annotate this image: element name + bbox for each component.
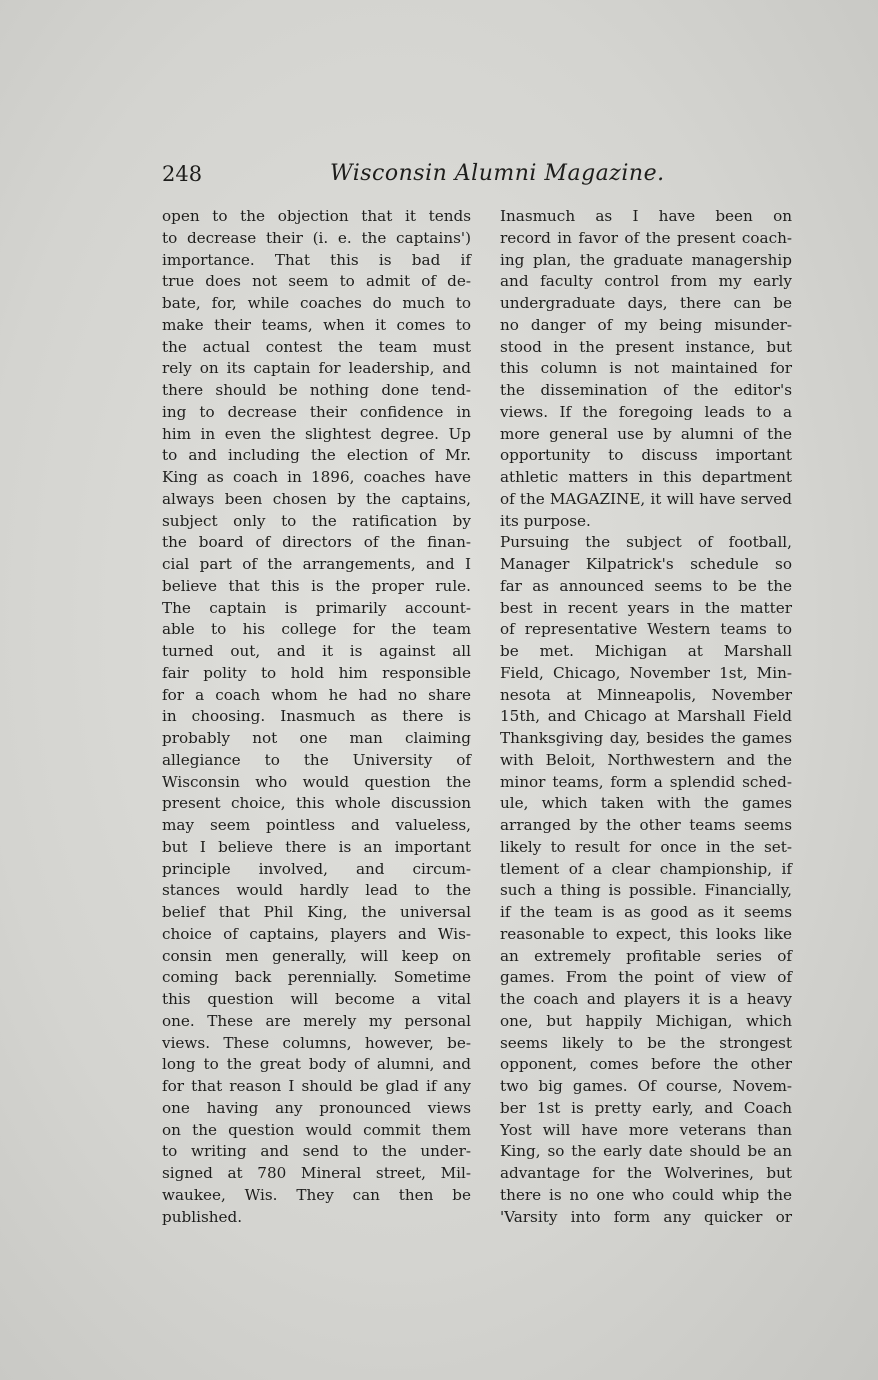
text-line: stood in the present instance, but (500, 337, 792, 356)
text-line: to and including the election of Mr. (162, 446, 471, 465)
text-line: likely to result for once in the set- (500, 837, 792, 856)
text-line: probably not one man claiming (162, 729, 471, 747)
text-line: its purpose. (500, 511, 591, 530)
text-line: there should be nothing done tend- (162, 381, 471, 399)
text-line: more general use by alumni of the (500, 424, 792, 443)
text-line: on the question would commit them (162, 1120, 471, 1139)
text-line: and faculty control from my early (500, 272, 792, 291)
right-paragraph-2 (484, 532, 792, 1228)
text-line: reasonable to expect, this looks like (500, 924, 792, 943)
text-line: signed at 780 Mineral street, Mil- (162, 1164, 471, 1182)
text-line: opportunity to discuss important (500, 446, 792, 465)
text-line: cial part of the arrangements, and I (162, 555, 471, 573)
text-line: the actual contest the team must (162, 337, 471, 356)
text-line: but I believe there is an important (162, 837, 471, 856)
text-line: Wisconsin who would question the (162, 772, 471, 791)
text-line: to writing and send to the under- (162, 1142, 471, 1161)
page-number: 248 (162, 162, 203, 186)
text-line: views. These columns, however, be- (162, 1033, 471, 1052)
text-line: nesota at Minneapolis, November (500, 685, 792, 704)
text-line: bate, for, while coaches do much to (162, 294, 471, 312)
text-line: may seem pointless and valueless, (162, 816, 471, 834)
text-line: views. If the foregoing leads to a (500, 402, 792, 421)
text-line: King, so the early date should be an (500, 1142, 792, 1161)
running-title: Wisconsin Alumni Magazine. (330, 161, 665, 186)
right-column (484, 206, 792, 1228)
left-column (162, 206, 471, 1228)
text-line: always been chosen by the captains, (162, 489, 471, 508)
text-line: this column is not maintained for (500, 359, 792, 378)
text-line: published. (162, 1207, 243, 1226)
text-line: undergraduate days, there can be (500, 294, 792, 312)
text-line: one. These are merely my personal (162, 1011, 471, 1030)
text-line: coming back perennially. Sometime (162, 968, 471, 987)
text-line: opponent, comes before the other (500, 1055, 792, 1074)
text-line: fair polity to hold him responsible (162, 663, 471, 682)
text-line: Thanksgiving day, besides the games (500, 729, 792, 747)
text-line: for that reason I should be glad if any (162, 1077, 471, 1095)
text-line: games. From the point of view of (500, 968, 792, 987)
text-line: of the MAGAZINE, it will have served (500, 489, 792, 508)
left-paragraph (162, 206, 471, 1228)
text-line: this question will become a vital (162, 990, 471, 1008)
text-line: an extremely profitable series of (500, 946, 792, 965)
text-line: able to his college for the team (162, 620, 471, 639)
text-line: be met. Michigan at Marshall (500, 642, 792, 660)
text-line: him in even the slightest degree. Up (162, 424, 471, 443)
text-line: choice of captains, players and Wis- (162, 924, 471, 943)
text-line: tlement of a clear championship, if (500, 859, 792, 878)
text-line: in choosing. Inasmuch as there is (162, 707, 471, 726)
text-line: stances would hardly lead to the (162, 881, 471, 900)
text-line: such a thing is possible. Financially, (500, 881, 792, 900)
text-line: for a coach whom he had no share (162, 685, 471, 704)
text-line: ule, which taken with the games (500, 794, 792, 813)
text-line: minor teams, form a splendid sched- (500, 772, 792, 791)
text-line: belief that Phil King, the universal (162, 903, 471, 921)
text-line: ber 1st is pretty early, and Coach (500, 1098, 792, 1117)
text-line: ing to decrease their confidence in (162, 402, 471, 421)
text-line: principle involved, and circum- (162, 859, 471, 878)
text-line: if the team is as good as it seems (500, 903, 792, 921)
text-line: record in favor of the present coach- (500, 228, 792, 247)
text-line: make their teams, when it comes to (162, 315, 471, 334)
text-line: subject only to the ratification by (162, 511, 471, 530)
text-line: best in recent years in the matter (500, 598, 792, 617)
text-line: Yost will have more veterans than (500, 1120, 792, 1139)
text-line: of representative Western teams to (500, 620, 792, 639)
text-line: believe that this is the proper rule. (162, 576, 471, 595)
text-line: one having any pronounced views (162, 1098, 471, 1117)
text-line: Pursuing the subject of football, (500, 533, 792, 552)
text-line: long to the great body of alumni, and (162, 1055, 471, 1074)
text-line: arranged by the other teams seems (500, 816, 792, 834)
text-line: 'Varsity into form any quicker or (500, 1207, 792, 1226)
text-line: ing plan, the graduate managership (500, 250, 792, 269)
text-line: two big games. Of course, Novem- (500, 1077, 792, 1095)
text-line: importance. That this is bad if (162, 250, 471, 269)
text-line: no danger of my being misunder- (500, 315, 792, 334)
text-line: Manager Kilpatrick's schedule so (500, 555, 792, 573)
text-line: the board of directors of the finan- (162, 533, 471, 552)
text-line: the coach and players it is a heavy (500, 990, 792, 1008)
text-line: open to the objection that it tends (162, 207, 471, 225)
text-line: waukee, Wis. They can then be (162, 1185, 471, 1204)
text-line: one, but happily Michigan, which (500, 1011, 792, 1030)
text-line: true does not seem to admit of de- (162, 272, 471, 291)
text-line: 15th, and Chicago at Marshall Field (500, 707, 792, 726)
text-line: turned out, and it is against all (162, 642, 471, 660)
text-line: athletic matters in this department (500, 468, 792, 486)
text-line: Inasmuch as I have been on (500, 207, 792, 225)
right-paragraph-1 (484, 206, 792, 532)
text-line: far as announced seems to be the (500, 576, 792, 595)
text-line: Field, Chicago, November 1st, Min- (500, 663, 792, 682)
text-line: to decrease their (i. e. the captains') (162, 228, 471, 247)
text-line: with Beloit, Northwestern and the (500, 750, 792, 769)
text-line: allegiance to the University of (162, 750, 471, 769)
text-line: seems likely to be the strongest (500, 1033, 792, 1052)
text-line: there is no one who could whip the (500, 1185, 792, 1204)
text-line: consin men generally, will keep on (162, 946, 471, 965)
text-line: the dissemination of the editor's (500, 381, 792, 399)
text-line: rely on its captain for leadership, and (162, 359, 471, 378)
text-line: King as coach in 1896, coaches have (162, 468, 471, 486)
page-header (162, 160, 822, 190)
text-line: advantage for the Wolverines, but (500, 1164, 792, 1182)
text-line: present choice, this whole discussion (162, 794, 471, 813)
text-line: The captain is primarily account- (162, 598, 471, 617)
